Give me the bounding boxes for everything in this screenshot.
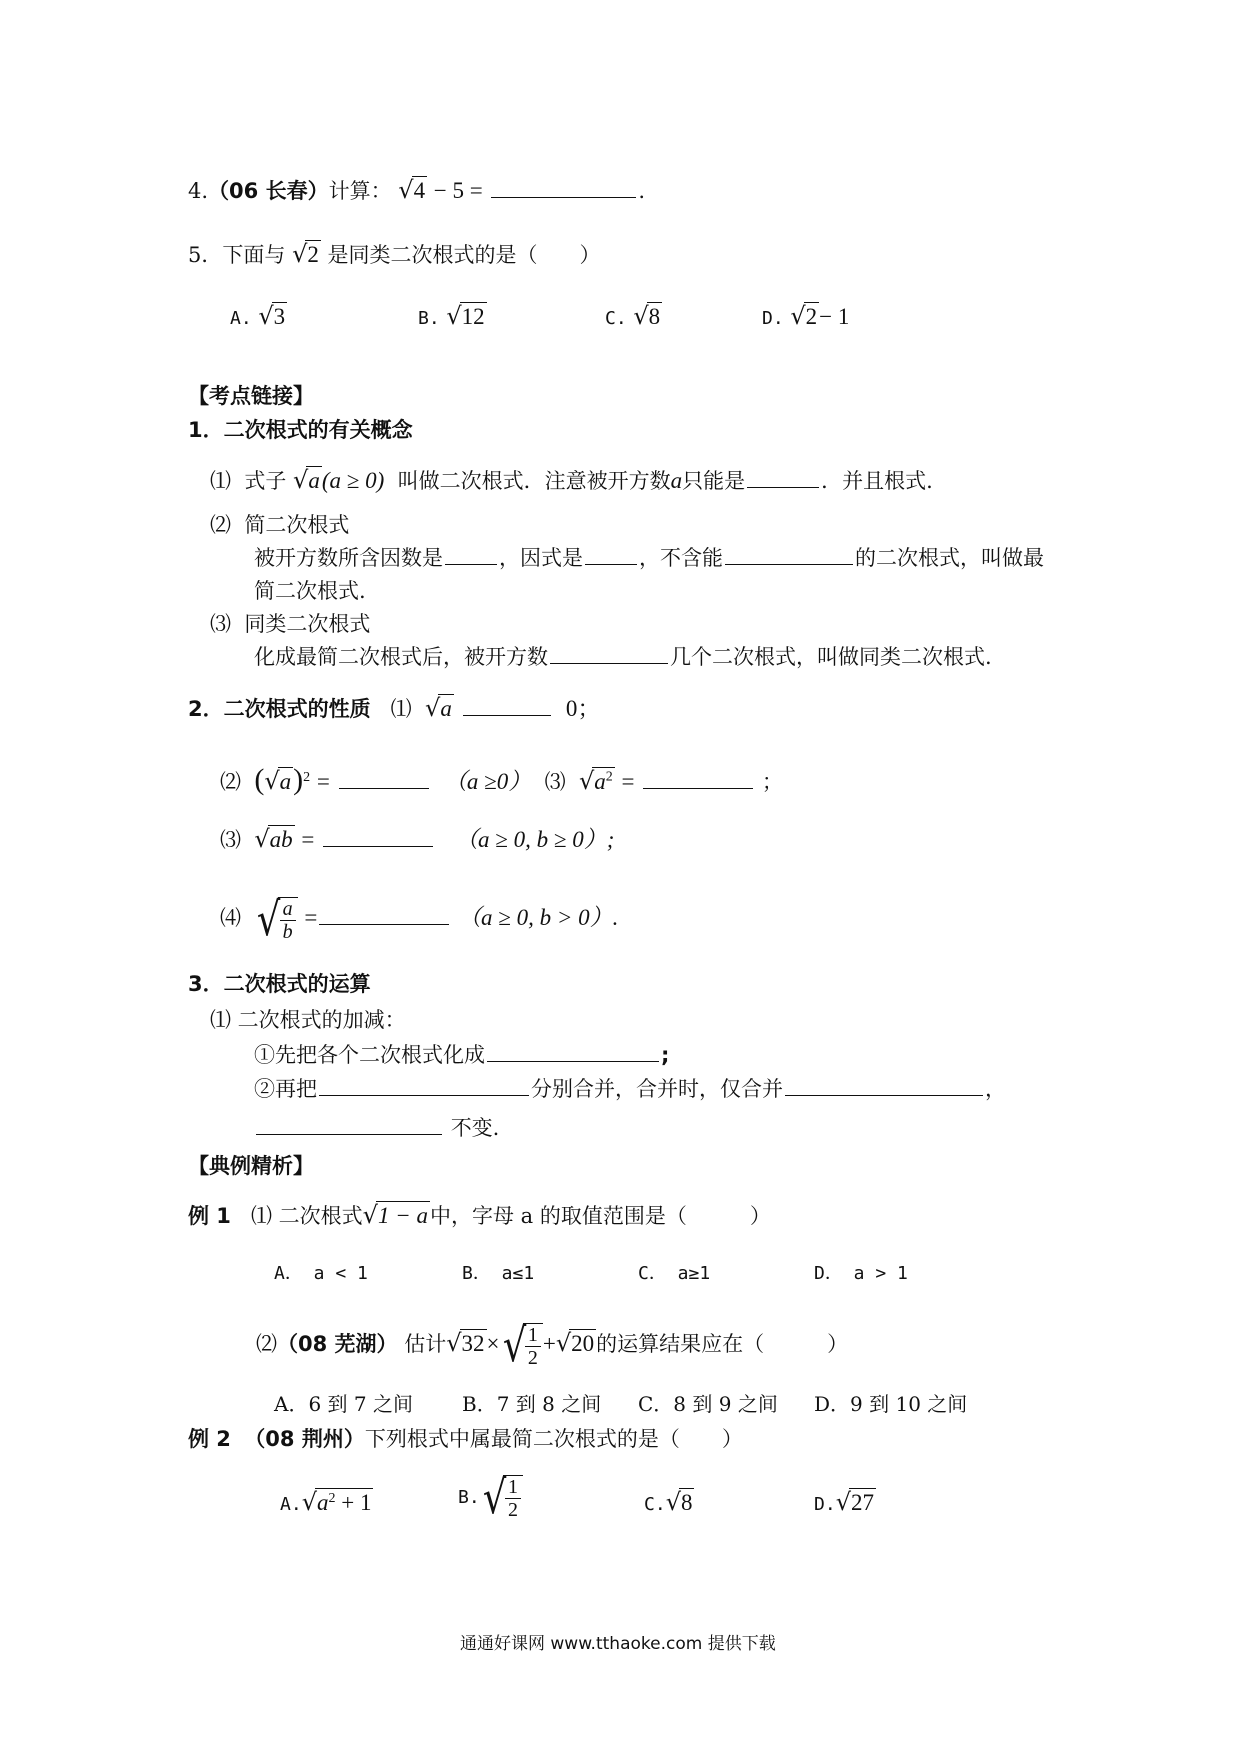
example-2-option-d-sqrt: √27 bbox=[835, 1488, 874, 1516]
s2-item-3-blank bbox=[643, 787, 753, 789]
s2-item-2-blank bbox=[339, 787, 429, 789]
s1-item-1-blank bbox=[747, 486, 819, 488]
example-1-q1: 例 1 ⑴ 二次根式√1 − a中，字母 a 的取值范围是（ ） bbox=[188, 1201, 771, 1229]
s2-item-1-blank bbox=[463, 714, 551, 716]
q4-expression-rest: − 5 = bbox=[433, 178, 483, 203]
example-1-q2-option-b: B．7 到 8 之间 bbox=[462, 1392, 602, 1416]
example-2-option-b-fraction: $\frac{1}{2}$ bbox=[505, 1476, 521, 1521]
section-dianli-title: 【典例精析】 bbox=[188, 1154, 314, 1178]
q4-answer-blank bbox=[491, 196, 636, 198]
example-1-q1-option-c: C． a≥1 bbox=[638, 1263, 711, 1284]
q5-option-b: B. √12 bbox=[418, 302, 485, 330]
q5-sqrt: √2 bbox=[292, 240, 319, 268]
q5-option-c-sqrt: √8 bbox=[633, 302, 661, 330]
example-1-q2-radical-half: √ bbox=[502, 1318, 526, 1372]
example-1-q2-sqrt-20: √20 bbox=[555, 1329, 595, 1358]
q5-option-b-sqrt: √12 bbox=[446, 302, 485, 330]
example-2-option-b: B.√ $\frac{1}{2}$ bbox=[458, 1470, 523, 1525]
q5-option-d-sqrt: √2 bbox=[790, 302, 818, 330]
section-kaodian-title: 【考点链接】 bbox=[188, 384, 314, 408]
q5-number: 5．下面与 bbox=[188, 243, 286, 267]
s3-step-1: ①先把各个二次根式化成 ; bbox=[254, 1043, 670, 1067]
example-1-q2-option-a: A．6 到 7 之间 bbox=[274, 1392, 413, 1416]
example-2-option-a-sqrt: $√a^2 + 1$ bbox=[301, 1488, 372, 1516]
s3-step-3: 不变. bbox=[254, 1116, 499, 1141]
s2-item-5-row: ⑷ √ $\frac{a}{b}$ = （a ≥ 0, b > 0）. bbox=[220, 892, 619, 946]
q4-source-tag: （06 长春） bbox=[208, 179, 329, 203]
s2-item-1-sqrt: √a bbox=[425, 694, 452, 722]
s3-step-1-blank bbox=[487, 1060, 659, 1062]
q5-option-a: A. √3 bbox=[230, 302, 286, 330]
q5-option-d: D. √2− 1 bbox=[762, 302, 850, 330]
q4-end: . bbox=[638, 179, 646, 203]
example-1-q1-option-d: D． a > 1 bbox=[814, 1263, 908, 1284]
s1-item-2-blank-3 bbox=[725, 563, 853, 565]
question-4 bbox=[188, 176, 645, 205]
s1-item-3-line: 化成最简二次根式后，被开方数 几个二次根式，叫做同类二次根式. bbox=[254, 645, 992, 669]
s2-item-2-row: ⑵ $(√a)^2$ = （a ≥0） ⑶ $√a^2$ = ； bbox=[220, 763, 783, 796]
example-1-q2-option-d: D．9 到 10 之间 bbox=[814, 1392, 968, 1416]
question-5 bbox=[188, 240, 601, 269]
example-2-label: 例 2 bbox=[188, 1427, 231, 1451]
s1-item-2-title: ⑵ 简二次根式 bbox=[210, 513, 350, 537]
q4-label: 计算： bbox=[328, 179, 392, 203]
s1-item-1: ⑴ 式子 √a(a ≥ 0) 叫做二次根式．注意被开方数a只能是 ．并且根式. bbox=[210, 466, 933, 494]
s1-item-2-line-2: 简二次根式. bbox=[254, 579, 366, 603]
s2-item-5-blank bbox=[319, 923, 449, 925]
section-2-title-row: 2．二次根式的性质 ⑴ √a 0； bbox=[188, 694, 601, 722]
example-2-option-b-radical: √ bbox=[482, 1470, 507, 1524]
s1-item-2-blank-1 bbox=[445, 563, 497, 565]
s2-item-2-sqrt: √a bbox=[264, 767, 292, 795]
s2-item-5-radical: √ bbox=[257, 892, 281, 946]
example-1-label: 例 1 bbox=[188, 1204, 231, 1228]
example-1-q2-option-c: C．8 到 9 之间 bbox=[638, 1392, 778, 1416]
s3-step-3-blank bbox=[256, 1133, 442, 1135]
s2-item-4-row: ⑶ √ab = （a ≥ 0, b ≥ 0）; bbox=[220, 825, 615, 853]
q5-option-a-sqrt: √3 bbox=[258, 302, 286, 330]
example-1-q2-sqrt-32: √32 bbox=[446, 1329, 485, 1358]
example-1-q2: ⑵（08 芜湖） 估计√32×√ $\frac{1}{2}$ +√20的运算结果应在（ ） bbox=[256, 1318, 849, 1372]
q5-text: 是同类二次根式的是（ ） bbox=[327, 243, 601, 267]
example-2-option-d: D.√27 bbox=[814, 1488, 874, 1516]
s2-item-4-blank bbox=[323, 845, 433, 847]
s3-item-1: ⑴ 二次根式的加减： bbox=[210, 1008, 406, 1032]
example-2-option-c-sqrt: √8 bbox=[665, 1488, 693, 1516]
s1-item-2-blank-2 bbox=[585, 563, 637, 565]
s2-item-4-sqrt: √ab bbox=[254, 825, 293, 853]
q4-sqrt: √4 bbox=[398, 176, 426, 204]
example-2: 例 2 （08 荆州）下列根式中属最简二次根式的是（ ） bbox=[188, 1427, 743, 1451]
example-1-q1-option-b: B． a≤1 bbox=[462, 1263, 535, 1284]
s1-item-1-sqrt: √a bbox=[293, 466, 320, 494]
example-2-option-c: C.√8 bbox=[644, 1488, 693, 1516]
s2-item-5-fraction: $\frac{a}{b}$ bbox=[280, 898, 296, 943]
example-1-q1-sqrt: √1 − a bbox=[362, 1201, 428, 1229]
s3-step-2: ②再把 分别合并，合并时，仅合并 ， bbox=[254, 1077, 1006, 1101]
section-3-title: 3．二次根式的运算 bbox=[188, 972, 371, 996]
section-1-title: 1．二次根式的有关概念 bbox=[188, 418, 413, 442]
q4-number: 4. bbox=[188, 179, 209, 203]
example-1-q2-fraction: $\frac{1}{2}$ bbox=[525, 1324, 541, 1369]
s2-item-3-sqrt: $√a^2$ bbox=[578, 767, 613, 795]
q5-option-c: C. √8 bbox=[605, 302, 661, 330]
s3-step-2-blank-2 bbox=[785, 1094, 983, 1096]
s1-item-3-title: ⑶ 同类二次根式 bbox=[210, 612, 371, 636]
s1-item-3-blank bbox=[550, 662, 668, 664]
s3-step-2-blank-1 bbox=[319, 1094, 529, 1096]
s1-item-2-line-1: 被开方数所含因数是 ，因式是 ，不含能 的二次根式，叫做最 bbox=[254, 546, 1044, 570]
page-footer: 通通好课网 www.tthaoke.com 提供下载 bbox=[460, 1634, 776, 1654]
example-2-option-a: $A.√a^2 + 1$ bbox=[280, 1488, 372, 1516]
example-1-q1-option-a: A． a < 1 bbox=[274, 1263, 368, 1284]
